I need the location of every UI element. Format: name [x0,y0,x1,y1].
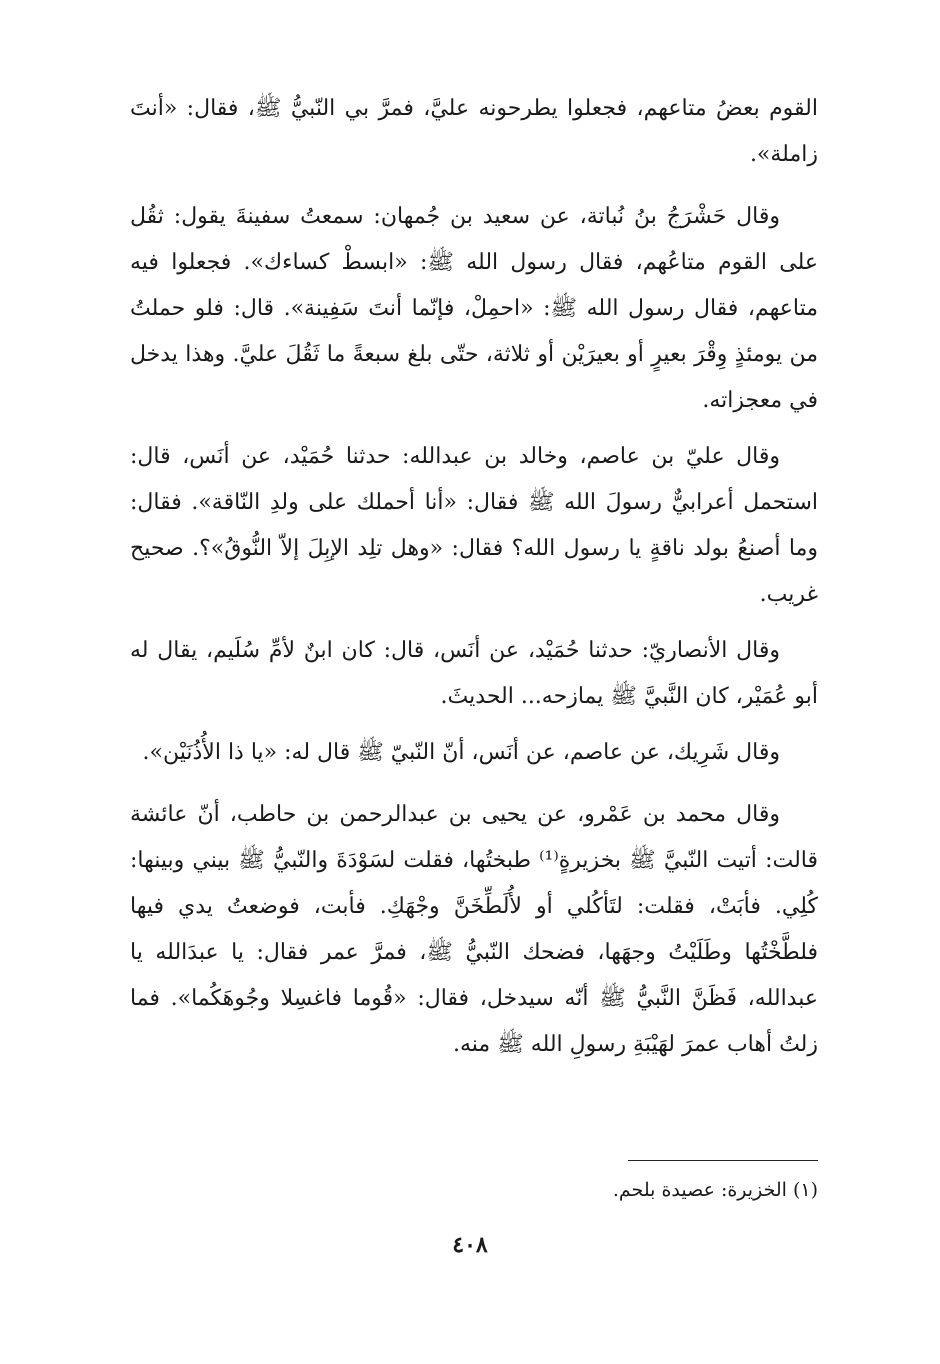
footnote-divider [628,1160,818,1161]
paragraph-hashraj: وقال حَشْرَجُ بنُ نُباتة، عن سعيد بن جُمهان: سمعتُ سفينةَ يقول: ثقُل على القوم متاعُهم، فقال رسول الله ﷺ: «ابسطْ كساءك». فجعلوا فيه متاعهم، فقال رسول الله ﷺ: «احمِلْ، فإنّما أنتَ سَفِينة». قال: فلو حملتُ من يومئذٍ وِقْرَ بعيرٍ أو بعيرَيْن أو ثلاثة، حتّى بلغ سبعةً ما ثَقُلَ عليَّ. وهذا يدخل في معجزاته. [130,204,818,413]
paragraph-sharik: وقال شَرِيك، عن عاصم، عن أنَس، أنّ النّبيّ ﷺ قال له: «يا ذا الأُذُنَيْن». [142,740,780,765]
paragraph-ansari: وقال الأنصاريّ: حدثنا حُمَيْد، عن أنَس، قال: كان ابنٌ لأمِّ سُلَيم، يقال له أبو عُمَيْر، كان النَّبيَّ ﷺ يمازحه... الحديثَ. [130,638,818,709]
paragraph-ali-bin-asim: وقال عليّ بن عاصم، وخالد بن عبدالله: حدثنا حُمَيْد، عن أنَس، قال: استحمل أعرابيٌّ رسولَ الله ﷺ فقال: «أنا أحملك على ولدِ النّاقة». فقال: وما أصنعُ بولد ناقةٍ يا رسول الله؟ فقال: «وهل تلِد الإبِلَ إلاّ النُّوقُ»؟. صحيح غريب. [130,444,818,607]
paragraph-muhammad-bin-amr: وقال محمد بن عَمْرو، عن يحيى بن عبدالرحمن بن حاطب، أنّ عائشة قالت: أتيت النّبيَّ ﷺ بخزيرةٍ⁽¹⁾ طبختُها، فقلت لسَوْدَةَ والنّبيُّ ﷺ بيني وبينها: كُلِي. فأبَتْ، فقلت: لتَأكُلي أو لأُلَطِّخَنَّ وجْهَكِ. فأبت، فوضعتُ يدي فيها فلطَّخْتُها وطَلَيْتُ وجهَها، فضحك النّبيُّ ﷺ، فمرَّ عمر فقال: يا عبدَالله يا عبدالله، فَظَنَّ النَّبيُّ ﷺ أنّه سيدخل، فقال: «قُوما فاغسِلا وجُوهَكُما». فما زلتُ أهاب عمرَ لهَيْبَةِ رسولِ الله ﷺ منه. [130,802,819,1057]
paragraph-continuation: القوم بعضُ متاعهم، فجعلوا يطرحونه عليَّ، فمرَّ بي النّبيُّ ﷺ، فقال: «أنتَ زاملة». [130,96,818,167]
footnote: (١) الخزيرة: عصيدة بلحم. [612,1179,818,1201]
page-number: ٤٠٨ [452,1232,488,1258]
main-text [130,86,818,1068]
